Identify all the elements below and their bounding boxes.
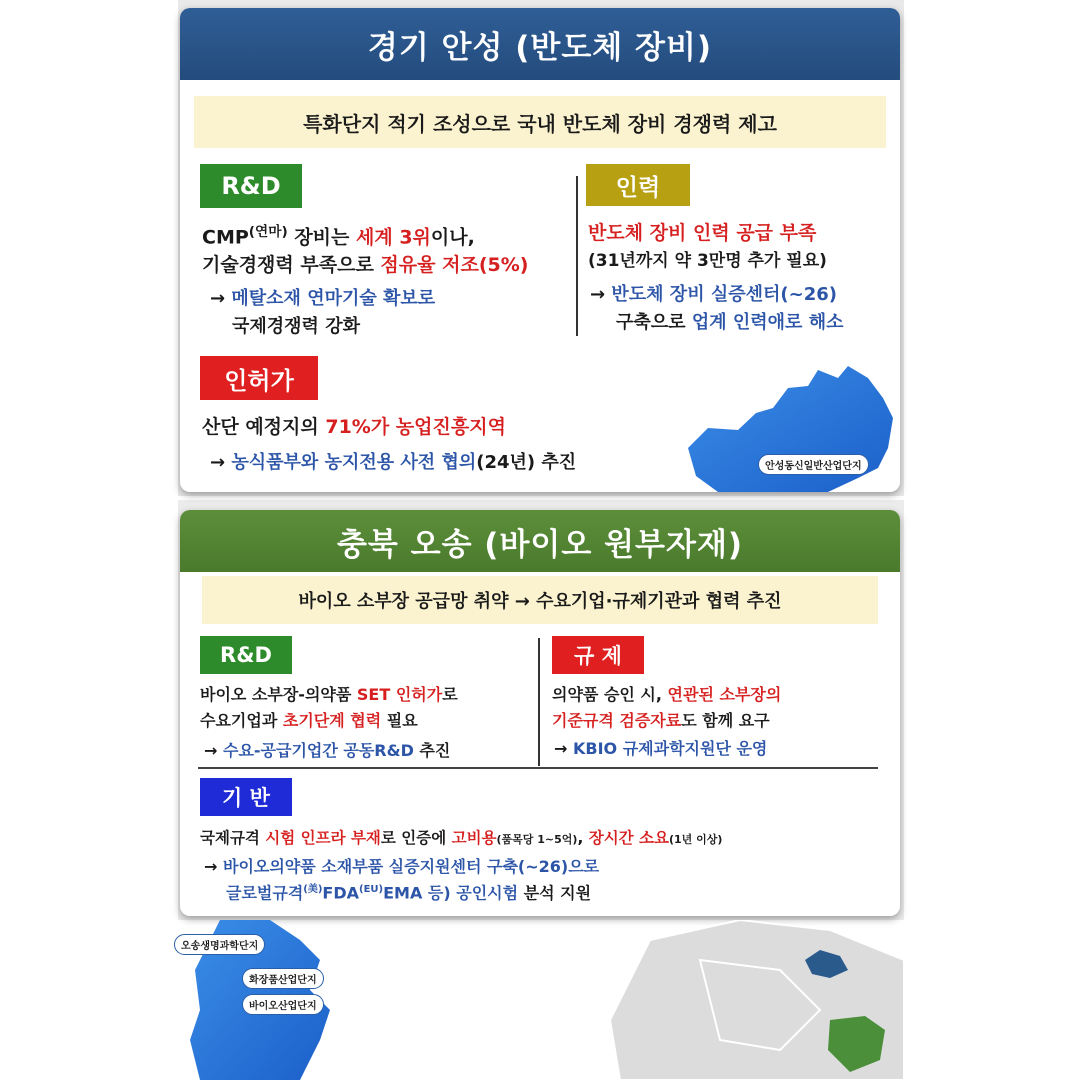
- base-badge: 기 반: [200, 778, 292, 816]
- arrow-right-icon: →: [590, 284, 606, 305]
- arrow-right-icon: →: [204, 857, 218, 876]
- arrow-right-icon: →: [210, 452, 226, 473]
- arrow-right-icon: →: [554, 739, 568, 758]
- reg-line1: 의약품 승인 시, 연관된 소부장의: [552, 685, 782, 704]
- arrow-right-icon: →: [204, 741, 218, 760]
- base-action-line2: 글로벌규격$^{(美)}FDA^{(EU)}EMA$ 등) 공인시험 분석 지원: [226, 883, 592, 903]
- rd2-line2: 수요기업과 초기단계 협력 필요: [200, 711, 418, 730]
- permit-badge: 인허가: [200, 356, 318, 400]
- map-label-osong-3: 바이오산업단지: [242, 994, 324, 1015]
- base-line1: 국제규격 시험 인프라 부재로 인증에 고비용(품목당 1~5억), 장시간 소요(1년 이상): [200, 829, 723, 847]
- rd-badge: R&D: [200, 164, 302, 208]
- hr-line2: (31년까지 약 3만명 추가 필요): [588, 251, 827, 271]
- rd2-line1: 바이오 소부장-의약품 SET 인허가로: [200, 685, 458, 704]
- section2-hdivider: [198, 767, 878, 769]
- section-osong-card: [180, 510, 900, 916]
- rd-action-line2: 국제경쟁력 강화: [232, 316, 360, 337]
- reg-line2: 기준규격 검증자료도 함께 요구: [552, 711, 770, 730]
- hr-action-line2: 구축으로 업계 인력애로 해소: [616, 312, 844, 333]
- hr-action: → 반도체 장비 실증센터(~26): [590, 284, 837, 305]
- section1-title: 경기 안성 (반도체 장비): [180, 8, 900, 80]
- reg-action: → KBIO 규제과학지원단 운영: [554, 739, 768, 758]
- hr-badge: 인력: [586, 164, 690, 206]
- permit-action: → 농식품부와 농지전용 사전 협의(24년) 추진: [210, 452, 577, 473]
- base-action: → 바이오의약품 소재부품 실증지원센터 구축(~26)으로: [204, 857, 600, 876]
- rd-line2: 기술경쟁력 부족으로 점유율 저조(5%): [202, 254, 529, 276]
- permit-line1: 산단 예정지의 71%가 농업진흥지역: [202, 416, 506, 438]
- section2-divider: [538, 638, 540, 766]
- arrow-right-icon: →: [210, 288, 226, 309]
- reg-badge: 규 제: [552, 636, 644, 674]
- section2-summary: 바이오 소부장 공급망 취약 → 수요기업·규제기관과 협력 추진: [202, 576, 878, 624]
- section-anseong-card: [180, 8, 900, 492]
- map-label-osong-1: 오송생명과학단지: [174, 934, 265, 955]
- section1-summary: 특화단지 적기 조성으로 국내 반도체 장비 경쟁력 제고: [194, 96, 886, 148]
- rd-action: → 메탈소재 연마기술 확보로: [210, 288, 436, 309]
- section1-divider: [576, 176, 578, 336]
- rd-line1: $CMP^{(연마)}$ 장비는 세계 3위이나,: [202, 224, 475, 249]
- section2-title: 충북 오송 (바이오 원부자재): [180, 510, 900, 572]
- rd2-action: → 수요-공급기업간 공동R&D 추진: [204, 741, 451, 760]
- hr-line1: 반도체 장비 인력 공급 부족: [588, 222, 817, 244]
- map-label-anseong: 안성동신일반산업단지: [758, 454, 869, 475]
- rd2-badge: R&D: [200, 636, 292, 674]
- map-label-osong-2: 화장품산업단지: [242, 968, 324, 989]
